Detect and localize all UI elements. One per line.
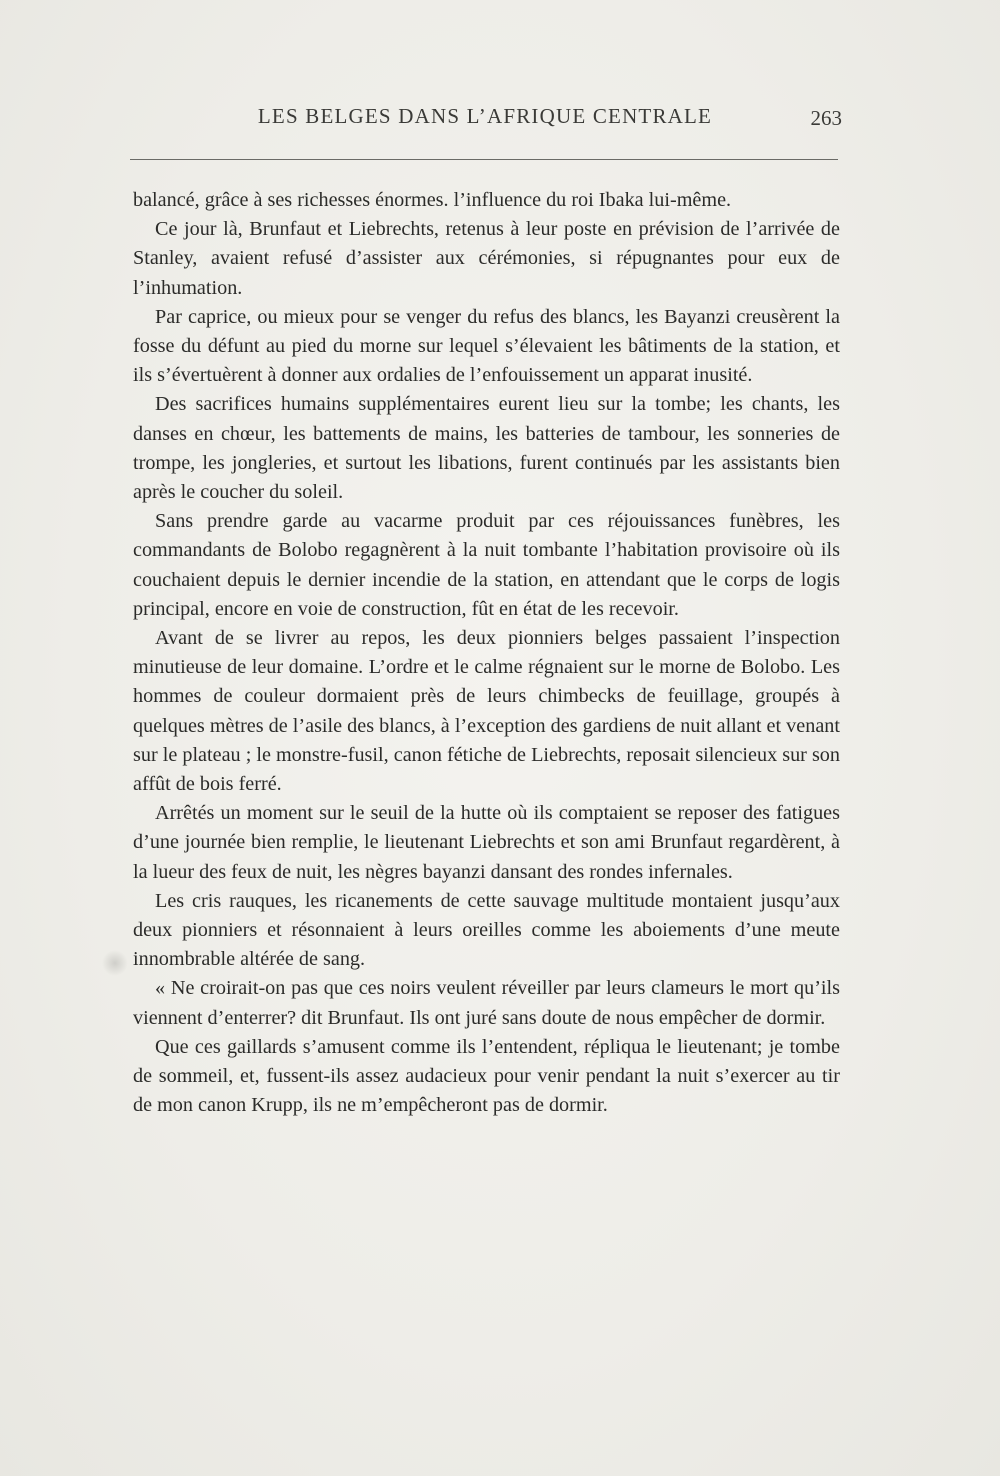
paper-smudge xyxy=(102,950,128,976)
paragraph: Sans prendre garde au vacarme produit par ces réjouissances funèbres, les commandants de Bolobo regagnèrent à la nuit tombante l’habitation provisoire où ils couchaient depuis le dernier incendie de la station, en attendant que le corps de logis principal, encore en voie de construction, fût en état de les recevoir. xyxy=(133,510,840,620)
header-rule xyxy=(130,159,838,160)
body-text xyxy=(133,186,840,1121)
paragraph: Ce jour là, Brunfaut et Liebrechts, retenus à leur poste en prévision de l’arrivée de Stanley, avaient refusé d’assister aux cérémonies, si répugnantes pour eux de l’inhumation. xyxy=(133,218,840,299)
paragraph: Arrêtés un moment sur le seuil de la hutte où ils comptaient se reposer des fatigues d’une journée bien remplie, le lieutenant Liebrechts et son ami Brunfaut regardèrent, à la lueur des feux de nuit, les nègres bayanzi dansant des rondes infernales. xyxy=(133,802,840,883)
paragraph: Les cris rauques, les ricanements de cette sauvage multitude montaient jusqu’aux deux pionniers et résonnaient à leurs oreilles comme les aboiements d’une meute innombrable altérée de sang. xyxy=(133,889,840,971)
paragraph: Des sacrifices humains supplémentaires eurent lieu sur la tombe; les chants, les danses en chœur, les battements de mains, les batteries de tambour, les sonneries de trompe, les jongleries, et surtout les libations, furent continués par les assistants bien après le coucher du soleil. xyxy=(133,393,840,504)
page-number: 263 xyxy=(810,106,842,130)
paragraph: Avant de se livrer au repos, les deux pionniers belges passaient l’inspection minutieuse de leur domaine. L’ordre et le calme régnaient sur le morne de Bolobo. Les hommes de couleur dormaient près de leurs chimbecks de feuillage, groupés à quelques mètres de l’asile des blancs, à l’exception des gardiens de nuit allant et venant sur le plateau ; le monstre-fusil, canon fétiche de Liebrechts, reposait silencieux sur son affût de bois ferré. xyxy=(133,627,840,796)
page-header xyxy=(130,104,840,134)
paragraph: « Ne croirait-on pas que ces noirs veulent réveiller par leurs clameurs le mort qu’ils viennent d’enterrer? dit Brunfaut. Ils ont juré sans doute de nous empêcher de dormir. xyxy=(133,977,840,1029)
running-title: LES BELGES DANS L’AFRIQUE CENTRALE xyxy=(257,104,713,128)
paragraph: balancé, grâce à ses richesses énormes. l’influence du roi Ibaka lui-même. xyxy=(133,189,732,211)
paragraph: Par caprice, ou mieux pour se venger du refus des blancs, les Bayanzi creusèrent la fosse du défunt au pied du morne sur lequel s’élevaient les bâtiments de la station, et ils s’évertuèrent à donner aux ordalies de l’enfouissement un apparat inusité. xyxy=(133,305,840,387)
paragraph: Que ces gaillards s’amusent comme ils l’entendent, répliqua le lieutenant; je tombe de sommeil, et, fussent-ils assez audacieux pour venir pendant la nuit s’exercer au tir de mon canon Krupp, ils ne m’empêcheront pas de dormir. xyxy=(133,1035,840,1117)
